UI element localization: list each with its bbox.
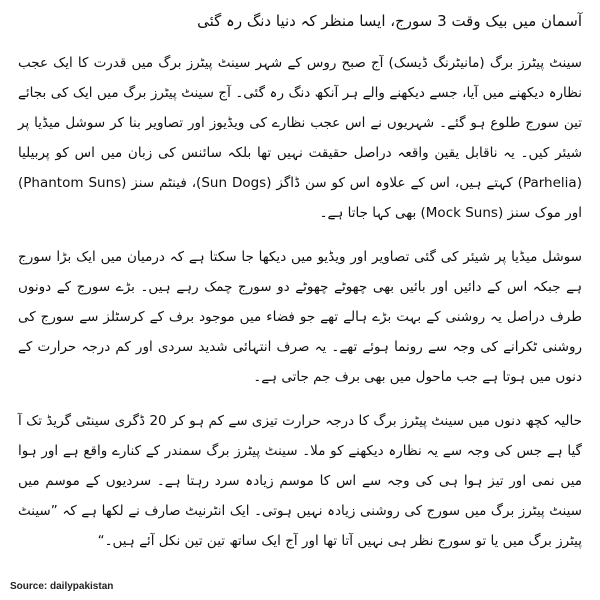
article-paragraph: حالیہ کچھ دنوں میں سینٹ پیٹرز برگ کا درجہ حرارت تیزی سے کم ہو کر 20 ڈگری سینٹی گریڈ تک آ گیا ہے جس کی وجہ سے یہ نظارہ دیکھنے کو ملا۔ سینٹ پیٹرز برگ سمندر کے کنارے واقع ہے اور ہوا میں نمی اور تیز ہوا ہی کی وجہ سے اس کا موسم زیادہ سرد رہتا ہے۔ سردیوں کے موسم میں سینٹ پیٹرز برگ میں سورج کی روشنی زیادہ نہیں ہوتی۔ ایک انٹرنیٹ صارف نے لکھا ہے کہ ”سینٹ پیٹرز برگ میں یا تو سورج نظر ہی نہیں آتا تھا اور آج ایک ساتھ تین تین نکل آئے ہیں۔“	[18, 413, 582, 549]
article-paragraph: سینٹ پیٹرز برگ (مانیٹرنگ ڈیسک) آج صبح روس کے شہر سینٹ پیٹرز برگ میں قدرت کا ایک عجب نظارہ دیکھنے میں آیا، جسے دیکھنے والے ہر آنکھ دنگ رہ گئی۔ آج سینٹ پیٹرز برگ میں ایک کی بجائے تین سورج طلوع ہو گئے۔ شہریوں نے اس عجب نظارے کی ویڈیوز اور تصاویر بنا کر سوشل میڈیا پر شیئر کیں۔ یہ ناقابل یقین واقعہ دراصل حقیقت نہیں تھا بلکہ سائنس کی زبان میں اس کو پربیلیا (Parhelia) کہتے ہیں، اس کے علاوہ اس کو سن ڈاگز (Sun Dogs)، فینٹم سنز (Phantom Suns) اور موک سنز (Mock Suns) بھی کہا جاتا ہے۔	[18, 55, 582, 221]
article-headline: آسمان میں بیک وقت 3 سورج، ایسا منظر کہ دنیا دنگ رہ گئی	[197, 12, 582, 30]
article-paragraph: سوشل میڈیا پر شیئر کی گئی تصاویر اور ویڈیو میں دیکھا جا سکتا ہے کہ درمیان میں ایک بڑا سورج ہے جبکہ اس کے دائیں اور بائیں بھی چھوٹے چھوٹے دو سورج چمک رہے ہیں۔ بڑے سورج کے دونوں طرف دراصل یہ روشنی کے بہت بڑے ہالے تھے جو فضاء میں موجود برف کے کرسٹلز سے سورج کی روشنی ٹکرانے کی وجہ سے رونما ہوئے تھے۔ یہ صرف انتہائی شدید سردی اور کم درجہ حرارت کے دنوں میں ہوتا ہے جب ماحول میں بھی برف جم جاتی ہے۔	[18, 249, 582, 385]
source-credit: Source: dailypakistan	[10, 581, 114, 592]
